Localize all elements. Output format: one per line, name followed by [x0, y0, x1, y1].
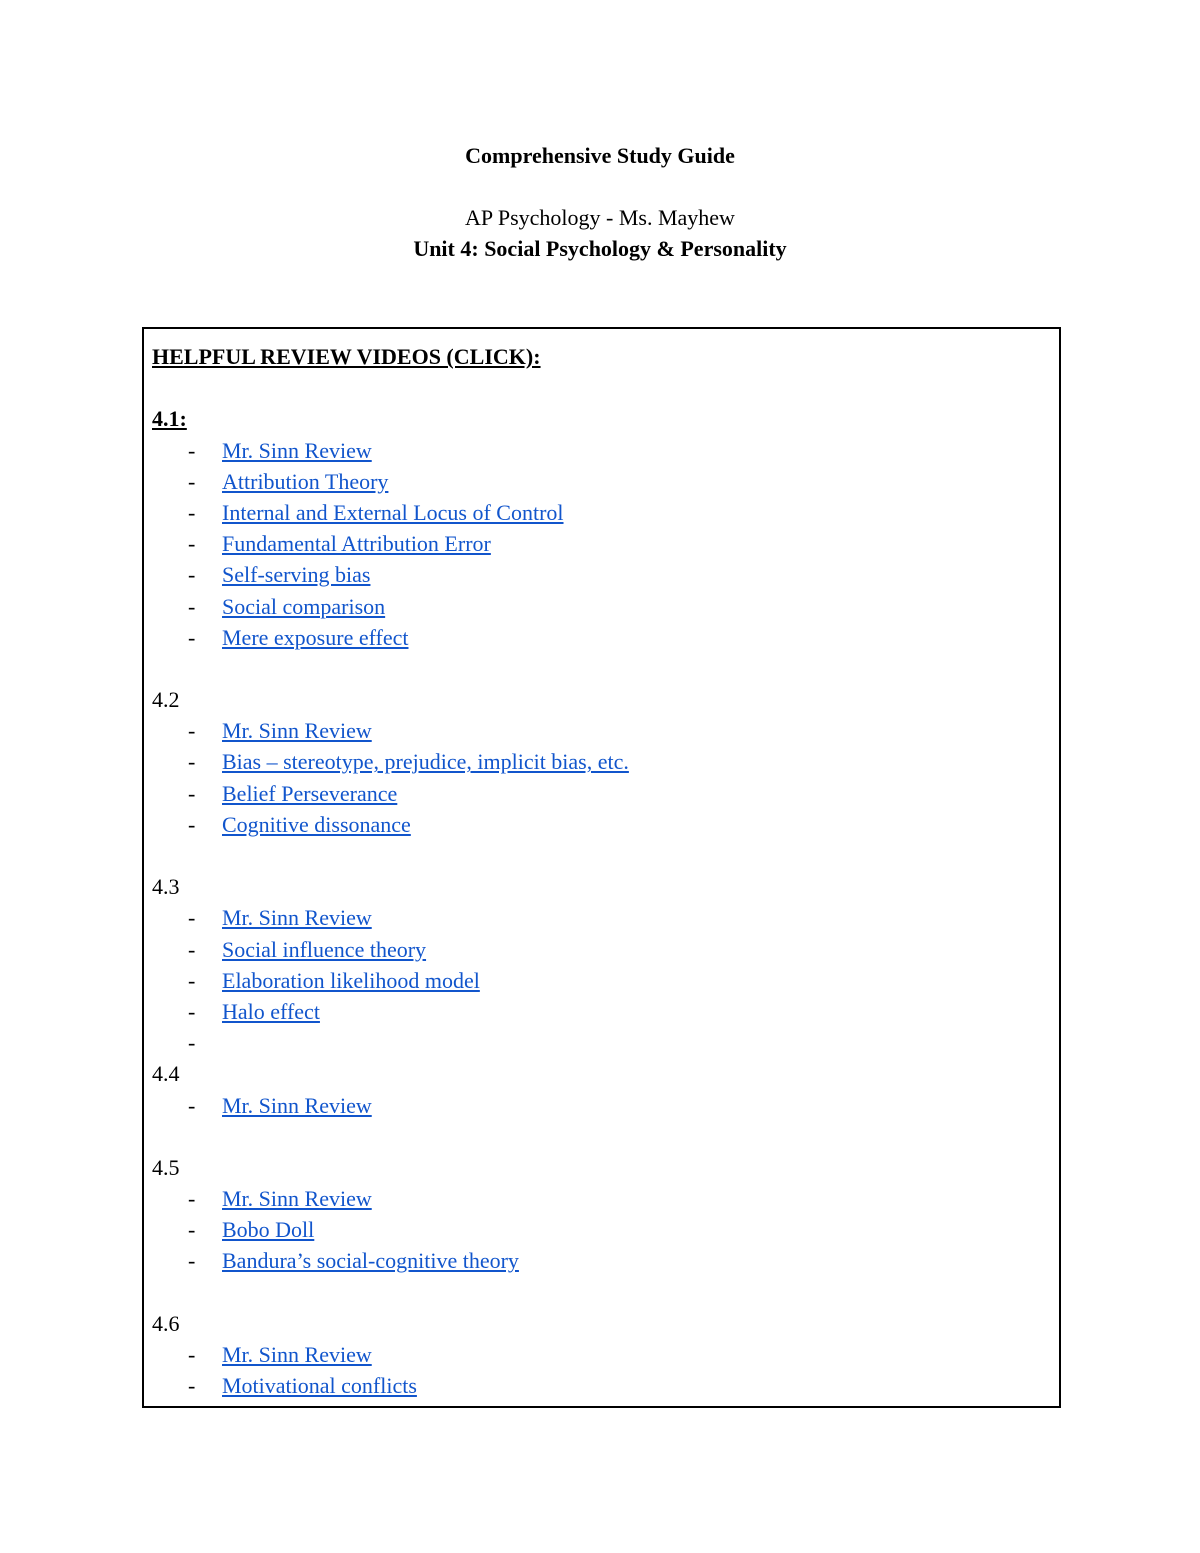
bullet-dash: - — [188, 531, 196, 557]
bullet-dash: - — [188, 811, 196, 837]
section-label-4-5: 4.5 — [152, 1154, 180, 1180]
video-link[interactable]: Motivational conflicts — [222, 1373, 417, 1399]
bullet-dash: - — [188, 468, 196, 494]
document-title: Comprehensive Study Guide — [465, 143, 735, 168]
review-videos-content — [152, 341, 1052, 1401]
list-item — [152, 902, 1052, 933]
video-link[interactable]: Mr. Sinn Review — [222, 905, 372, 931]
list-item — [152, 809, 1052, 840]
list-item-empty — [152, 1027, 1052, 1058]
bullet-dash: - — [188, 718, 196, 744]
video-link[interactable]: Cognitive dissonance — [222, 811, 411, 837]
bullet-dash: - — [188, 624, 196, 650]
spacer — [152, 653, 1052, 684]
bullet-dash: - — [188, 1030, 196, 1056]
spacer — [152, 840, 1052, 871]
list-item — [152, 1370, 1052, 1401]
list-item — [152, 435, 1052, 466]
list-item — [152, 934, 1052, 965]
video-link[interactable]: Social influence theory — [222, 936, 427, 962]
bullet-dash: - — [188, 905, 196, 931]
video-link[interactable]: Mr. Sinn Review — [222, 437, 372, 463]
video-link[interactable]: Attribution Theory — [222, 468, 389, 494]
video-link[interactable]: Bobo Doll — [222, 1217, 315, 1243]
video-link[interactable]: Mr. Sinn Review — [222, 1092, 372, 1118]
video-link[interactable]: Internal and External Locus of Control — [222, 499, 564, 525]
bullet-dash: - — [188, 1092, 196, 1118]
review-videos-box — [142, 327, 1061, 1408]
list-item — [152, 622, 1052, 653]
section-label-4-2: 4.2 — [152, 687, 180, 713]
bullet-dash: - — [188, 967, 196, 993]
video-link[interactable]: Elaboration likelihood model — [222, 967, 480, 993]
list-item — [152, 1245, 1052, 1276]
video-link[interactable]: Mr. Sinn Review — [222, 1186, 372, 1212]
unit-title: Unit 4: Social Psychology & Personality — [413, 236, 787, 261]
bullet-dash: - — [188, 1217, 196, 1243]
list-item — [152, 996, 1052, 1027]
video-link[interactable]: Mr. Sinn Review — [222, 718, 372, 744]
bullet-dash: - — [188, 593, 196, 619]
section-label-4-4: 4.4 — [152, 1061, 180, 1087]
list-item — [152, 1214, 1052, 1245]
section-label-4-6: 4.6 — [152, 1310, 180, 1336]
list-item — [152, 965, 1052, 996]
section-label-4-3: 4.3 — [152, 874, 180, 900]
bullet-dash: - — [188, 562, 196, 588]
video-link[interactable]: Bandura’s social-cognitive theory — [222, 1248, 519, 1274]
spacer — [152, 1277, 1052, 1308]
bullet-dash: - — [188, 936, 196, 962]
video-link[interactable]: Mere exposure effect — [222, 624, 409, 650]
list-item — [152, 1183, 1052, 1214]
video-link[interactable]: Self-serving bias — [222, 562, 371, 588]
spacer — [152, 372, 1052, 403]
list-item — [152, 778, 1052, 809]
course-line: AP Psychology - Ms. Mayhew — [465, 205, 735, 230]
spacer — [152, 1121, 1052, 1152]
bullet-dash: - — [188, 499, 196, 525]
bullet-dash: - — [188, 1248, 196, 1274]
bullet-dash: - — [188, 1342, 196, 1367]
video-link[interactable]: Social comparison — [222, 593, 386, 619]
bullet-dash: - — [188, 437, 196, 463]
video-link[interactable]: Belief Perseverance — [222, 780, 398, 806]
bullet-dash: - — [188, 1186, 196, 1212]
list-item — [152, 591, 1052, 622]
list-item — [152, 466, 1052, 497]
video-link[interactable]: Mr. Sinn Review — [222, 1342, 372, 1367]
list-item — [152, 528, 1052, 559]
list-item — [152, 1090, 1052, 1121]
video-link[interactable]: Halo effect — [222, 998, 320, 1024]
bullet-dash: - — [188, 780, 196, 806]
video-link[interactable]: Bias – stereotype, prejudice, implicit bias, etc. — [222, 749, 629, 775]
list-item — [152, 497, 1052, 528]
list-item — [152, 746, 1052, 777]
list-item — [152, 715, 1052, 746]
section-label-4-1: 4.1: — [152, 406, 187, 432]
bullet-dash: - — [188, 749, 196, 775]
bullet-dash: - — [188, 1373, 196, 1399]
video-link[interactable]: Fundamental Attribution Error — [222, 531, 491, 557]
bullet-dash: - — [188, 998, 196, 1024]
review-videos-heading: HELPFUL REVIEW VIDEOS (CLICK): — [152, 344, 541, 369]
list-item — [152, 1339, 1052, 1370]
list-item — [152, 559, 1052, 590]
